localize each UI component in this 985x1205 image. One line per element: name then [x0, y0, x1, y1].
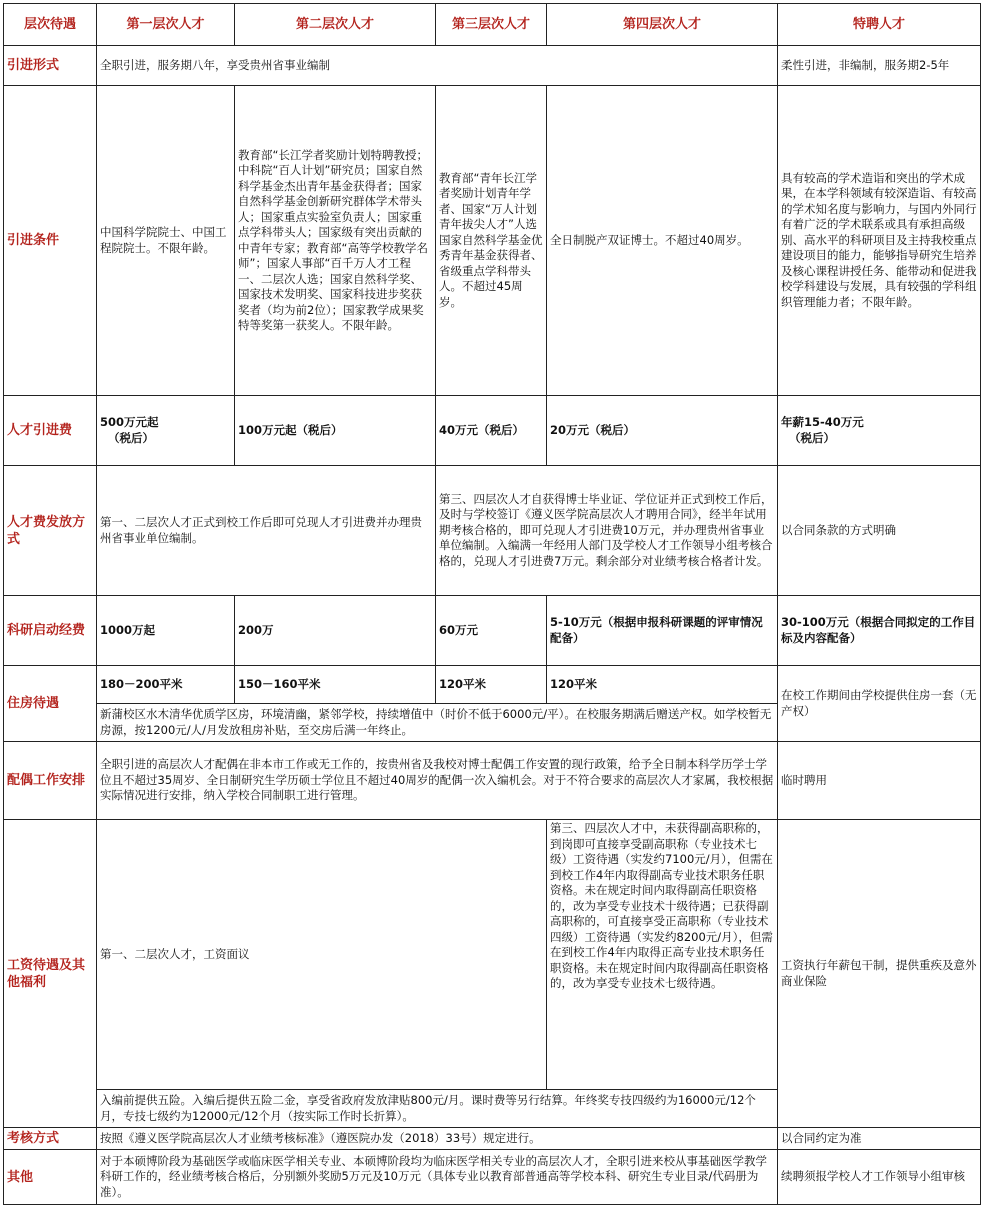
other-tiers: 对于本硕博阶段为基础医学或临床医学相关专业、本硕博阶段均为临床医学相关专业的高层次人才，全职引进来校从事基础医学教学科研工作的，经业绩考核合格后，分别额外奖励5万元及10万元（具体专业以教育部普通高等学校本科、研究生专业目录/代码册为准）。	[97, 1150, 778, 1205]
housing-tier4: 120平米	[547, 666, 778, 704]
talent-fee-special	[778, 396, 981, 466]
talent-fee-tier3: 40万元（税后）	[436, 396, 547, 466]
salary-note: 入编前提供五险。入编后提供五险二金，享受省政府发放津贴800元/月。课时费等另行结算。年终奖专技四级约为16000元/12个月，专技七级约为12000元/12个月（按实际工作时长折算）。	[97, 1090, 778, 1128]
row-other	[4, 1150, 981, 1205]
row-assessment	[4, 1128, 981, 1150]
row-intro-form	[4, 46, 981, 86]
housing-tier2: 150－160平米	[235, 666, 436, 704]
row-label-other: 其他	[4, 1150, 97, 1205]
intro-form-special: 柔性引进，非编制，服务期2-5年	[778, 46, 981, 86]
header-row	[4, 4, 981, 46]
intro-conditions-tier3: 教育部“青年长江学者奖励计划青年学者、国家“万人计划青年拔尖人才”人选国家自然科学基金优秀青年基金获得者、省级重点学科带头人。不超过45周岁。	[436, 86, 547, 396]
row-spouse	[4, 742, 981, 820]
row-label-research-funds: 科研启动经费	[4, 596, 97, 666]
research-funds-tier2: 200万	[235, 596, 436, 666]
intro-conditions-special: 具有较高的学术造诣和突出的学术成果，在本学科领域有较深造诣、有较高的学术知名度与影响力，与国内外同行有着广泛的学术联系或具有承担高级别、高水平的科研项目及主持我校重点建设项目的能力，能够指导研究生培养及核心课程讲授任务、能带动和促进我校学科建设与发展，具有较强的学科组织管理能力者；不限年龄。	[778, 86, 981, 396]
row-label-talent-fee: 人才引进费	[4, 396, 97, 466]
research-funds-tier1: 1000万起	[97, 596, 235, 666]
housing-special: 在校工作期间由学校提供住房一套（无产权）	[778, 666, 981, 742]
talent-fee-special-note: （税后）	[789, 430, 835, 445]
salary-tiers12: 第一、二层次人才，工资面议	[97, 820, 547, 1090]
row-label-intro-form: 引进形式	[4, 46, 97, 86]
row-research-funds	[4, 596, 981, 666]
header-tier3: 第三层次人才	[436, 4, 547, 46]
research-funds-tier4: 5-10万元（根据申报科研课题的评审情况配备）	[547, 596, 778, 666]
talent-fee-tier1-amount: 500万元起	[100, 415, 159, 429]
fee-payment-tiers12: 第一、二层次人才正式到校工作后即可兑现人才引进费并办理贵州省事业单位编制。	[97, 466, 436, 596]
talent-fee-tier1-note: （税后）	[108, 430, 154, 445]
talent-policy-table	[3, 3, 981, 1205]
row-fee-payment	[4, 466, 981, 596]
research-funds-tier3: 60万元	[436, 596, 547, 666]
housing-note: 新蒲校区水木清华优质学区房，环境清幽，紧邻学校，持续增值中（时价不低于6000元/平）。在校服务期满后赠送产权。如学校暂无房源，按1200元/人/月发放租房补贴，至交房后满一年终止。	[97, 704, 778, 742]
header-tier4: 第四层次人才	[547, 4, 778, 46]
header-corner: 层次待遇	[4, 4, 97, 46]
row-intro-conditions	[4, 86, 981, 396]
talent-fee-tier1	[97, 396, 235, 466]
salary-tier4: 第三、四层次人才中，未获得副高职称的，到岗即可直接享受副高职称（专业技术七级）工资待遇（实发约7100元/月），但需在到校工作4年内取得副高专业技术职务任职资格。未在规定时间内取得副高任职资格的，改为享受专业技术十级待遇；已获得副高职称的，可直接享受正高职称（专业技术四级）工资待遇（实发约8200元/月），但需在到校工作4年内取得正高专业技术职务任职资格。未在规定时间内取得副高任职资格的，改为享受专业技术七级待遇。	[547, 820, 778, 1090]
assessment-special: 以合同约定为准	[778, 1128, 981, 1150]
fee-payment-tiers34: 第三、四层次人才自获得博士毕业证、学位证并正式到校工作后，及时与学校签订《遵义医学院高层次人才聘用合同》，经半年试用期考核合格的，即可兑现人才引进费10万元，并办理贵州省事业单位编制。入编满一年经用人部门及学校人才工作领导小组考核合格的，兑现人才引进费7万元。剩余部分对业绩考核合格者计发。	[436, 466, 778, 596]
intro-conditions-tier2: 教育部“长江学者奖励计划特聘教授；中科院“百人计划”研究员；国家自然科学基金杰出青年基金获得者；国家自然科学基金创新研究群体学术带头人；国家重点实验室负责人；国家重点学科带头人；国家级有突出贡献的中青年专家；教育部“高等学校教学名师”；国家人事部“百千万人才工程一、二层次人选；国家自然科学奖、国家技术发明奖、国家科技进步奖获奖者（均为前2位）；国家教学成果奖特等奖第一获奖人。不限年龄。	[235, 86, 436, 396]
row-label-assessment: 考核方式	[4, 1128, 97, 1150]
housing-tier1: 180－200平米	[97, 666, 235, 704]
talent-fee-tier4: 20万元（税后）	[547, 396, 778, 466]
intro-form-tiers: 全职引进，服务期八年，享受贵州省事业编制	[97, 46, 778, 86]
header-tier1: 第一层次人才	[97, 4, 235, 46]
talent-fee-special-amount: 年薪15-40万元	[781, 415, 864, 429]
talent-fee-tier2: 100万元起（税后）	[235, 396, 436, 466]
row-label-intro-conditions: 引进条件	[4, 86, 97, 396]
header-tier2: 第二层次人才	[235, 4, 436, 46]
fee-payment-special: 以合同条款的方式明确	[778, 466, 981, 596]
row-salary-main	[4, 820, 981, 1090]
intro-conditions-tier1: 中国科学院院士、中国工程院院士。不限年龄。	[97, 86, 235, 396]
row-label-salary: 工资待遇及其他福利	[4, 820, 97, 1128]
other-special: 续聘须报学校人才工作领导小组审核	[778, 1150, 981, 1205]
row-talent-fee	[4, 396, 981, 466]
research-funds-special: 30-100万元（根据合同拟定的工作目标及内容配备）	[778, 596, 981, 666]
intro-conditions-tier4: 全日制脱产双证博士。不超过40周岁。	[547, 86, 778, 396]
spouse-special: 临时聘用	[778, 742, 981, 820]
salary-special: 工资执行年薪包干制，提供重疾及意外商业保险	[778, 820, 981, 1128]
row-housing-area	[4, 666, 981, 704]
housing-tier3: 120平米	[436, 666, 547, 704]
header-special: 特聘人才	[778, 4, 981, 46]
spouse-tiers: 全职引进的高层次人才配偶在非本市工作或无工作的，按贵州省及我校对博士配偶工作安置的现行政策，给予全日制本科学历学士学位且不超过35周岁、全日制研究生学历硕士学位且不超过40周岁的配偶一次入编机会。对于不符合要求的高层次人才家属，我校根据实际情况进行安排，纳入学校合同制职工进行管理。	[97, 742, 778, 820]
assessment-tiers: 按照《遵义医学院高层次人才业绩考核标准》（遵医院办发（2018）33号）规定进行。	[97, 1128, 778, 1150]
row-label-housing: 住房待遇	[4, 666, 97, 742]
row-label-fee-payment: 人才费发放方式	[4, 466, 97, 596]
row-label-spouse: 配偶工作安排	[4, 742, 97, 820]
